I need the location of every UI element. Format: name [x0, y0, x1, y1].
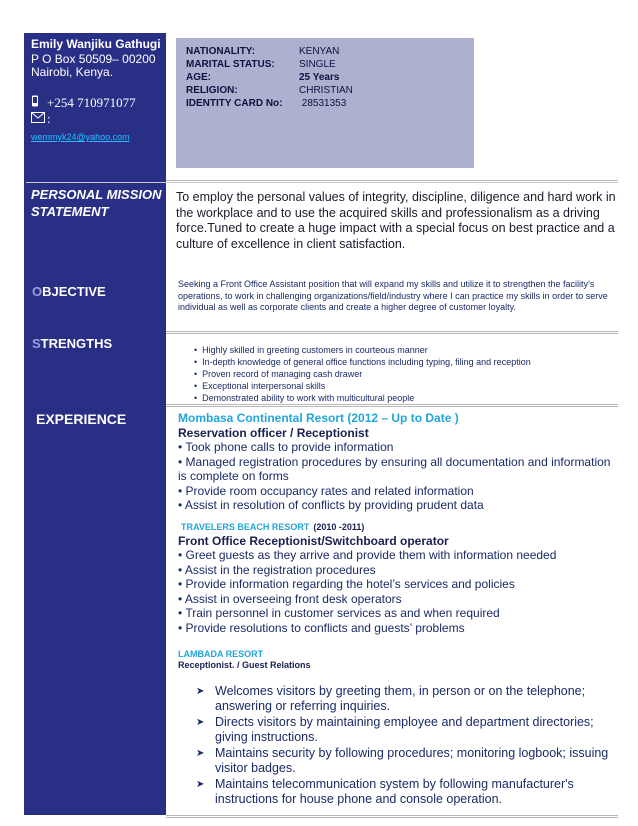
info-key: NATIONALITY: [186, 46, 256, 57]
job-title: Front Office Receptionist/Switchboard operator [178, 534, 449, 548]
mail-row [31, 112, 161, 125]
info-value: KENYAN [299, 46, 340, 57]
envelope-icon [31, 112, 45, 125]
mail-colon: : [47, 111, 51, 126]
contact-block [31, 38, 161, 144]
list-item [196, 746, 611, 776]
mobile-phone-icon [31, 95, 39, 109]
objective-initial: O [32, 284, 43, 299]
info-key: IDENTITY CARD No: [186, 98, 283, 109]
objective-heading [32, 284, 106, 299]
info-value: 25 Years [299, 72, 340, 83]
mission-heading-line2: STATEMENT [31, 204, 109, 219]
job-title: Receptionist. / Guest Relations [178, 660, 311, 670]
duty-line: • Assist in the registration procedures [178, 562, 376, 577]
section-divider [166, 331, 618, 334]
list-item [196, 777, 611, 807]
list-item [196, 684, 611, 714]
info-key: RELIGION: [186, 85, 238, 96]
list-item [196, 715, 611, 745]
strengths-list [194, 344, 531, 404]
duty-text: Welcomes visitors by greeting them, in person or on the telephone; answering or referring inquiries. [215, 684, 586, 713]
experience-heading: EXPERIENCE [36, 411, 127, 427]
lambada-duties-list [196, 684, 611, 808]
objective-heading-rest: BJECTIVE [42, 284, 106, 299]
duty-text: Maintains security by following procedures; monitoring logbook; issuing visitor badges. [215, 746, 609, 775]
job-mombasa [178, 411, 618, 513]
arrow-bullet-icon: ➤ [196, 779, 205, 790]
duty-line: • Provide resolutions to conflicts and guests’ problems [178, 620, 465, 635]
arrow-bullet-icon: ➤ [196, 748, 205, 759]
arrow-bullet-icon: ➤ [196, 686, 205, 697]
info-row-age [186, 71, 353, 84]
section-divider [26, 182, 618, 183]
info-row-marital-status [186, 58, 353, 71]
duty-line: • Assist in overseeing front desk operators [178, 591, 402, 606]
mission-heading [31, 186, 162, 220]
strengths-initial: S [32, 336, 41, 351]
duty-text: Maintains telecommunication system by following manufacturer's instructions for house phone and console operation. [215, 777, 574, 806]
job-lambada [178, 649, 618, 670]
section-divider [166, 404, 618, 407]
info-row-religion [186, 84, 353, 97]
info-row-id-card [186, 97, 353, 110]
email-link[interactable]: wemmyk24@yahoo.com [31, 132, 130, 142]
duty-line: • Provide room occupancy rates and related information [178, 483, 474, 498]
job-title: Reservation officer / Receptionist [178, 426, 369, 440]
list-item: • In-depth knowledge of general office functions including typing, filing and reception [194, 356, 531, 368]
job-travelers [181, 522, 621, 532]
company-years: (2010 -2011) [313, 522, 365, 532]
bottom-divider [166, 815, 618, 818]
job-travelers-details [178, 534, 618, 635]
duty-line: • Greet guests as they arrive and provide them with information needed [178, 548, 557, 562]
duty-line: • Took phone calls to provide information [178, 440, 394, 454]
company-name: LAMBADA RESORT [178, 649, 264, 659]
duty-line: • Managed registration procedures by ensuring all documentation and information is complete on forms [178, 454, 611, 483]
info-row-nationality [186, 45, 353, 58]
strengths-heading-rest: TRENGTHS [40, 336, 113, 351]
company-line [181, 522, 621, 532]
personal-info-table [186, 45, 353, 110]
info-key: AGE: [186, 72, 211, 83]
info-value: SINGLE [299, 59, 336, 70]
info-key: MARITAL STATUS: [186, 59, 275, 70]
phone-number: +254 710971077 [47, 94, 136, 110]
mission-statement: To employ the personal values of integrity, discipline, diligence and hard work in the workplace and to use the acquired skills and professionalism as a driving force.Tuned to create a huge impact with a special focus on best practice and a culture of excellence in client satisfaction. [176, 190, 616, 251]
info-value: CHRISTIAN [299, 85, 353, 96]
company-name: Mombasa Continental Resort (2012 – Up to Date ) [178, 411, 459, 425]
duty-line: • Train personnel in customer services as and when required [178, 606, 500, 620]
objective-text: Seeking a Front Office Assistant position that will expand my skills and utilize it to strengthen the facility’s operations, to work in challenging organizations/field/industry where I can practice my skills in order to serve individual as well as corporate clients and create a higher degree of customer loyalty. [178, 279, 608, 312]
candidate-name: Emily Wanjiku Gathugi [31, 37, 161, 51]
arrow-bullet-icon: ➤ [196, 717, 205, 728]
phone-row [31, 95, 161, 109]
duty-line: • Provide information regarding the hotel’s services and policies [178, 577, 515, 591]
city-address: Nairobi, Kenya. [31, 65, 114, 79]
mission-heading-line1: PERSONAL MISSION [31, 187, 162, 202]
list-item: • Highly skilled in greeting customers in courteous manner [194, 344, 531, 356]
list-item: • Demonstrated ability to work with multicultural people [194, 392, 531, 404]
info-value: 28531353 [299, 98, 347, 109]
company-name: TRAVELERS BEACH RESORT [181, 522, 310, 532]
list-item: • Exceptional interpersonal skills [194, 380, 531, 392]
list-item: • Proven record of managing cash drawer [194, 368, 531, 380]
postal-address: P O Box 50509– 00200 [31, 52, 156, 66]
duty-text: Directs visitors by maintaining employee and department directories; giving instructions. [215, 715, 594, 744]
strengths-heading [32, 336, 112, 351]
duty-line: • Assist in resolution of conflicts by providing prudent data [178, 498, 484, 512]
